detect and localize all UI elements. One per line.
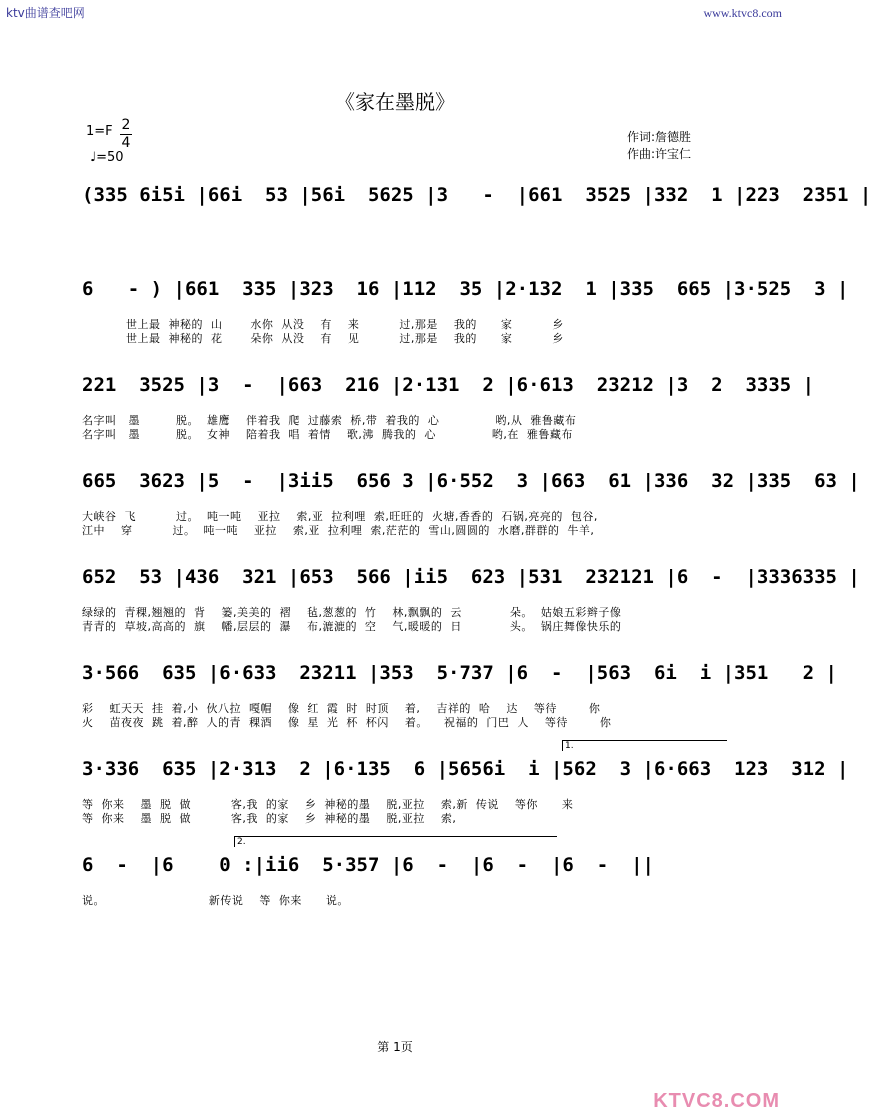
lyric-line-1: 说。 新传说 等 你来 说。	[82, 894, 349, 907]
lyric-line-1: 彩 虹天天 挂 着,小 伙八拉 嘎帽 像 红 霞 时 时顶 着, 吉祥的 哈 达 等待 你	[82, 702, 601, 715]
notation-line: 652 53 |436 321 |653 566 |ii5 623 |531 232121 |6 - |3336335 |	[82, 566, 860, 588]
lyric-line-2: 名字叫 墨 脱。 女神 陪着我 唱 着情 歌,沸 腾我的 心 哟,在 雅鲁藏布	[82, 428, 573, 441]
notation-line: 665 3623 |5 - |3ii5 656 3 |6·552 3 |663 61 |336 32 |335 63 |	[82, 470, 860, 492]
lyric-line-2: 世上最 神秘的 花 朵你 从没 有 见 过,那是 我的 家 乡	[82, 332, 564, 345]
music-system-7	[82, 752, 849, 792]
time-signature-bottom: 4	[121, 135, 131, 151]
lyric-line-1: 大峡谷 飞 过。 吨一吨 亚拉 索,亚 拉利哩 索,旺旺的 火塘,香香的 石锅,亮亮的 包谷,	[82, 510, 598, 523]
tempo-marking: ♩=50	[90, 150, 124, 165]
lyric-line-1: 世上最 神秘的 山 水你 从没 有 来 过,那是 我的 家 乡	[82, 318, 564, 331]
notation-line: 6 - ) |661 335 |323 16 |112 35 |2·132 1 |335 665 |3·525 3 |	[82, 278, 849, 300]
lyric-line-1: 名字叫 墨 脱。 雄鹰 伴着我 爬 过藤索 桥,带 着我的 心 哟,从 雅鲁藏布	[82, 414, 577, 427]
lyric-line-2: 青青的 草坡,高高的 旗 幡,层层的 瀑 布,漉漉的 空 气,暖暖的 日 头。 锅庄舞像快乐的	[82, 620, 622, 633]
lyricist-credit: 作词:詹德胜	[627, 130, 692, 144]
lyric-line-2: 火 苗夜夜 跳 着,醉 人的青 稞酒 像 星 光 杯 杯闪 着。 祝福的 门巴 人 等待 你	[82, 716, 612, 729]
second-ending-bracket: 2.	[234, 836, 557, 847]
music-system-2	[82, 272, 849, 312]
key-signature: 1=F	[86, 124, 113, 139]
music-system-8	[82, 848, 726, 888]
notation-line: (335 6i5i |66i 53 |56i 5625 |3 - |661 3525 |332 1 |223 2351 |	[82, 184, 871, 206]
time-signature	[120, 118, 132, 151]
watermark-top-right: www.ktvc8.com	[703, 6, 782, 20]
song-title: 《家在墨脱》	[335, 90, 455, 114]
lyric-line-2: 等 你来 墨 脱 做 客,我 的家 乡 神秘的墨 脱,亚拉 索,	[82, 812, 457, 825]
notation-line: 221 3525 |3 - |663 216 |2·131 2 |6·613 23212 |3 2 3335 |	[82, 374, 815, 396]
music-system-3	[82, 368, 815, 408]
music-system-4	[82, 464, 860, 504]
first-ending-bracket: 1.	[562, 740, 727, 751]
lyric-line-1: 绿绿的 青稞,翘翘的 背 篓,美美的 褶 毡,葱葱的 竹 林,飘飘的 云 朵。 姑娘五彩辫子像	[82, 606, 622, 619]
notation-line: 3·336 635 |2·313 2 |6·135 6 |5656i i |562 3 |6·663 123 312 |	[82, 758, 849, 780]
music-system-6	[82, 656, 837, 696]
page-number: 第 1页	[377, 1040, 413, 1054]
watermark-top-left: ktv曲谱查吧网	[6, 6, 85, 20]
time-signature-top: 2	[121, 117, 131, 133]
lyric-line-1: 等 你来 墨 脱 做 客,我 的家 乡 神秘的墨 脱,亚拉 索,新 传说 等你 来	[82, 798, 574, 811]
notation-line: 6 - |6 0 :|ii6 5·357 |6 - |6 - |6 - ||	[82, 854, 654, 876]
lyric-line-2: 江中 穿 过。 吨一吨 亚拉 索,亚 拉利哩 索,茫茫的 雪山,圆圆的 水磨,群群的 牛羊,	[82, 524, 595, 537]
watermark-logo: KTVC8.COM	[653, 1090, 780, 1112]
music-system-5	[82, 560, 860, 600]
composer-credit: 作曲:许宝仁	[627, 147, 692, 161]
music-system-1	[82, 178, 871, 218]
notation-line: 3·566 635 |6·633 23211 |353 5·737 |6 - |563 6i i |351 2 |	[82, 662, 837, 684]
